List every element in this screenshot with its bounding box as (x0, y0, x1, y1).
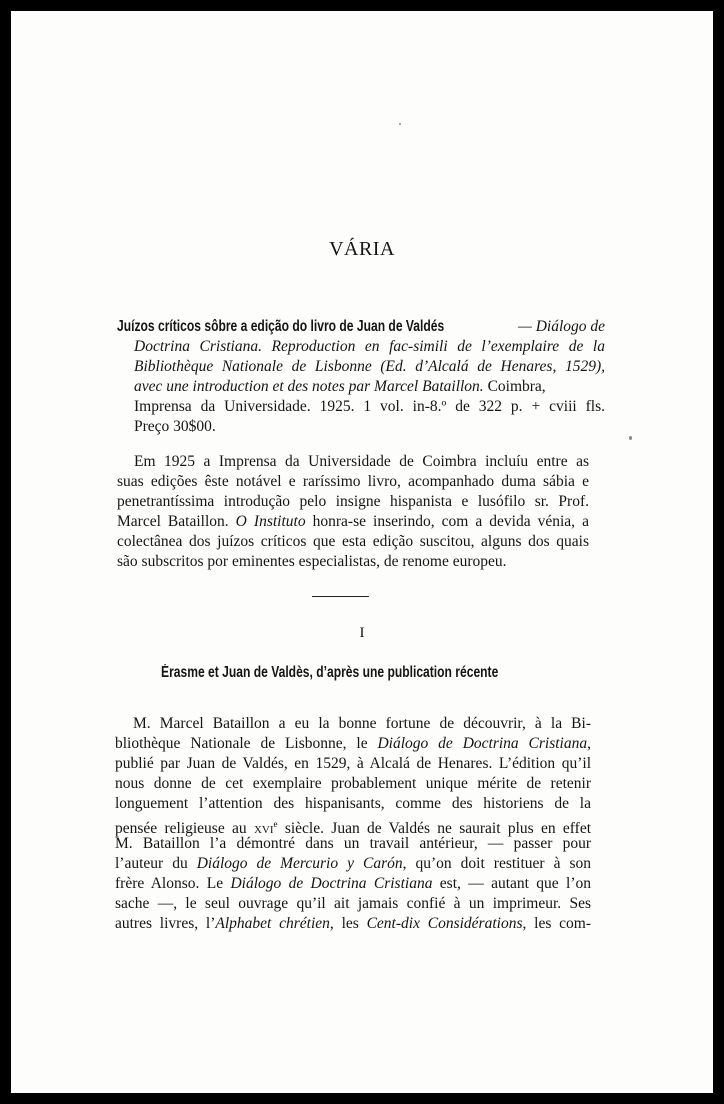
intro-line-2: suas edições êste notável e raríssimo livro, acompanhado duma sábia e (117, 473, 589, 490)
entry-line-4 (134, 377, 605, 397)
entry-place: Coimbra, (483, 378, 546, 395)
scan-speck (629, 436, 632, 440)
body-line-2: bliothèque Nationale de Lisbonne, le Diálogo de Doctrina Cristiana, (115, 735, 591, 752)
scan-speck (399, 123, 401, 125)
intro-line-6: são subscritos por eminentes especialistas, de renome europeu. (117, 553, 507, 570)
body-line-3: publié par Juan de Valdés, en 1529, à Alcalá de Henares. L’édition qu’il (115, 755, 591, 772)
entry-line-5: Imprensa da Universidade. 1925. 1 vol. in-8.º de 322 p. + cviii fls. (134, 398, 605, 415)
section-divider (312, 596, 369, 597)
entry-title-rest: — Diálogo de (518, 318, 605, 335)
body-line-1: M. Marcel Bataillon a eu la bonne fortune de découvrir, à la Bi- (133, 715, 591, 732)
entry-line-1 (117, 317, 605, 337)
entry-line-3: Bibliothèque Nationale de Lisbonne (Ed. d’Alcalá de Henares, 1529), (134, 358, 605, 375)
section-title: Érasme et Juan de Valdès, d’après une publication récente (161, 664, 499, 681)
section-number: I (359, 625, 365, 641)
intro-line-3: penetrantíssima introdução pelo insigne hispanista e lusófilo sr. Prof. (117, 493, 589, 510)
body-line-4: nous donne de cet exemplaire probablement unique mérite de retenir (115, 775, 591, 792)
body-line-10: sache —, le seul ouvrage qu’il ait jamais confié à un imprimeur. Ses (115, 895, 591, 912)
page-heading: VÁRIA (329, 238, 395, 260)
entry-author: avec une introduction et des notes par Marcel Bataillon. (134, 378, 484, 395)
entry-line-6: Preço 30$00. (134, 418, 216, 435)
body-line-9: frère Alonso. Le Diálogo de Doctrina Cristiana est, — autant que l’on (115, 875, 591, 892)
scanned-page (11, 11, 713, 1093)
intro-line-4: Marcel Bataillon. O Instituto honra-se inserindo, com a devida vénia, a (117, 513, 589, 530)
body-line-7: M. Bataillon l’a démontré dans un travail antérieur, — passer pour (115, 835, 591, 852)
body-line-5: longuement l’attention des hispanisants, comme des historiens de la (115, 795, 591, 812)
intro-line-5: colectânea dos juízos críticos que esta edição suscitou, alguns dos quais (117, 533, 589, 550)
entry-line-2: Doctrina Cristiana. Reproduction en fac-simili de l’exemplaire de la (134, 338, 605, 355)
intro-line-1: Em 1925 a Imprensa da Universidade de Coimbra incluíu entre as (134, 453, 589, 470)
body-line-8: l’auteur du Diálogo de Mercurio y Carón, qu’on doit restituer à son (115, 855, 591, 872)
entry-title-bold: Juízos críticos sôbre a edição do livro de Juan de Valdés (117, 318, 445, 335)
body-line-6: pensée religieuse au xvi$^e$ siècle. Juan de Valdés ne saurait plus en effet (115, 819, 591, 838)
body-line-11: autres livres, l’Alphabet chrétien, les Cent-dix Considérations, les com- (115, 915, 591, 932)
